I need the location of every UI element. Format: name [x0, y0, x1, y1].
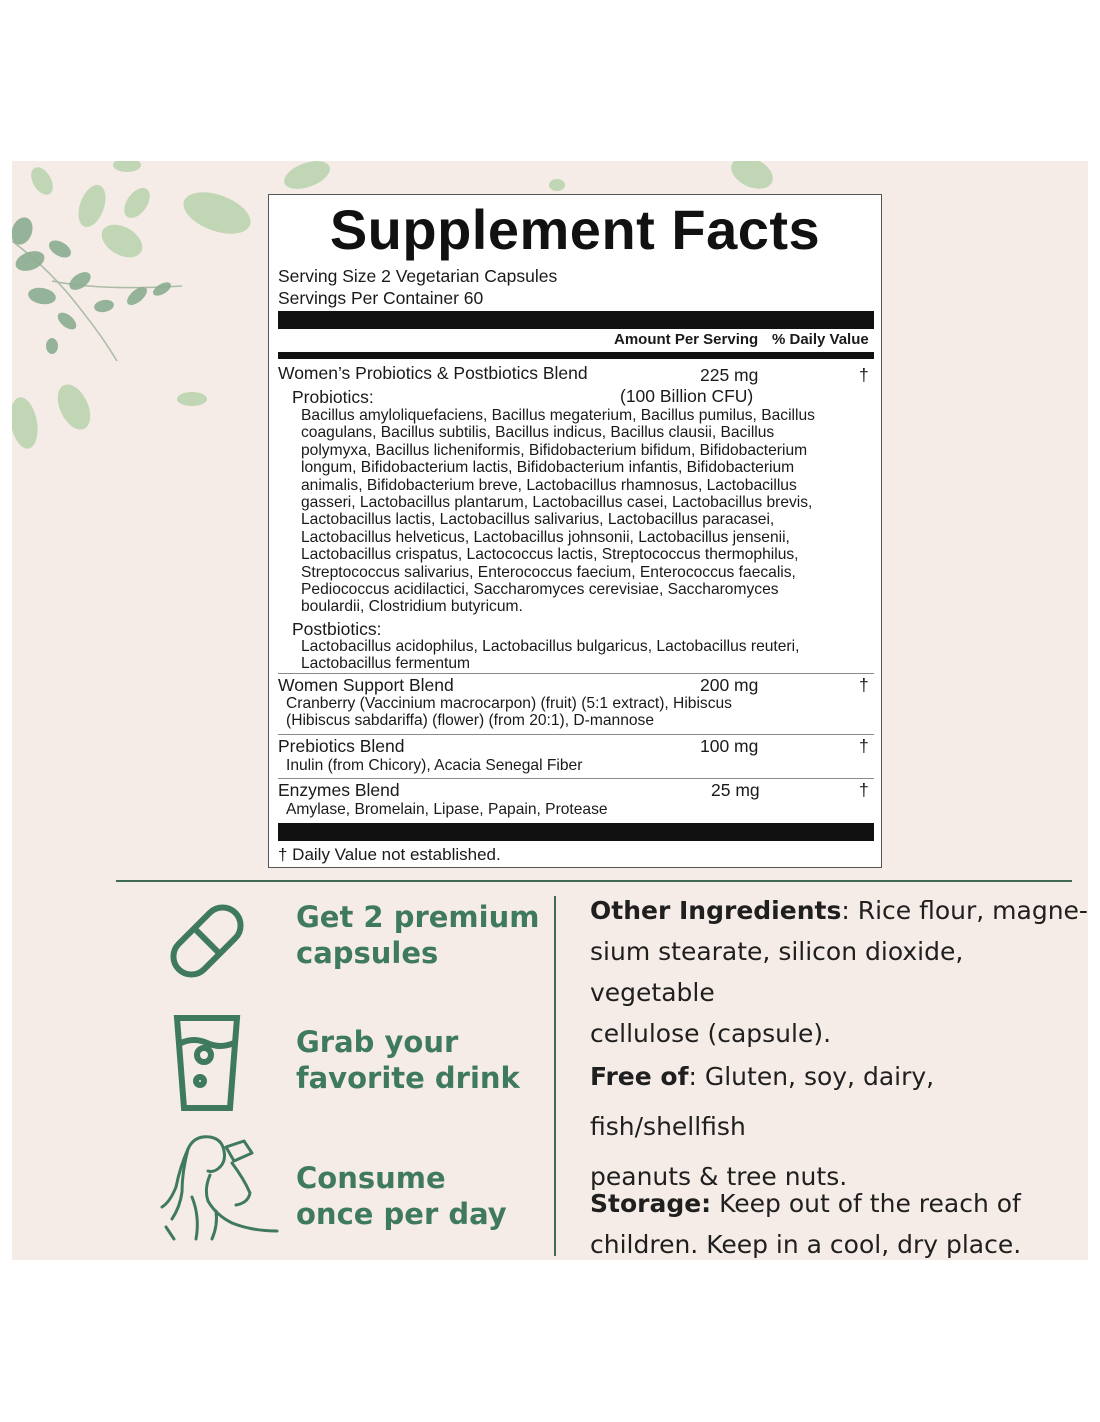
product-panel — [12, 161, 1088, 1260]
row-divider — [278, 673, 874, 674]
list-line: Bacillus amyloliquefaciens, Bacillus megaterium, Bacillus pumilus, Bacillus — [301, 407, 815, 424]
blend-dv: † — [859, 736, 869, 756]
blend-name: Women Support Blend — [278, 675, 454, 695]
step-get-capsules: Get 2 premium capsules — [296, 900, 540, 970]
list-line: Cranberry (Vaccinium macrocarpon) (fruit) (5:1 extract), Hibiscus — [286, 695, 732, 712]
footnote: † Daily Value not established. — [278, 845, 501, 864]
list-line: Streptococcus salivarius, Enterococcus faecium, Enterococcus faecalis, — [301, 563, 796, 581]
probiotics-label: Probiotics: — [292, 387, 374, 407]
column-divider — [554, 896, 556, 1256]
section-divider — [116, 880, 1072, 882]
blend-ingredients — [286, 801, 866, 818]
woman-drinking-icon — [152, 1127, 287, 1247]
blend-name: Women’s Probiotics & Postbiotics Blend — [278, 363, 588, 383]
blend-ingredients — [286, 695, 866, 730]
storage-label: Storage: — [590, 1189, 712, 1218]
list-line: polymyxa, Bacillus licheniformis, Bifidobacterium bifidum, Bifidobacterium — [301, 441, 808, 459]
glass-icon — [172, 1013, 242, 1113]
serving-size: Serving Size 2 Vegetarian Capsules — [278, 266, 558, 286]
facts-title: Supplement Facts — [329, 198, 821, 261]
step-consume-daily: Consume once per day — [296, 1161, 507, 1231]
list-line: gasseri, Lactobacillus plantarum, Lactobacillus casei, Lactobacillus brevis, — [301, 494, 813, 512]
other-ingredients-label: Other Ingredients — [590, 896, 842, 925]
list-line: Lactobacillus fermentum — [301, 655, 471, 673]
blend-dv: † — [859, 365, 869, 385]
list-line: Lactobacillus lactis, Lactobacillus salivarius, Lactobacillus paracasei, — [301, 511, 775, 529]
capsule-icon — [162, 896, 252, 986]
amount-per-serving-header: Amount Per Serving — [614, 331, 759, 348]
row-divider — [278, 778, 874, 779]
blend-name: Enzymes Blend — [278, 780, 400, 800]
list-line: Pediococcus acidilactici, Saccharomyces cerevisiae, Saccharomyces — [301, 581, 779, 599]
cfu-count: (100 Billion CFU) — [620, 386, 754, 406]
blend-dv: † — [859, 780, 869, 800]
row-divider — [278, 734, 874, 735]
list-line: longum, Bifidobacterium lactis, Bifidobacterium infantis, Bifidobacterium — [301, 459, 795, 477]
postbiotics-list — [301, 638, 879, 673]
list-line: (Hibiscus sabdariffa) (flower) (from 20:1), D-mannose — [286, 712, 655, 730]
daily-value-header: % Daily Value — [772, 331, 869, 348]
blend-amount: 100 mg — [700, 736, 759, 756]
blend-amount: 200 mg — [700, 675, 759, 695]
blend-amount: 225 mg — [700, 365, 759, 385]
list-line: Lactobacillus helveticus, Lactobacillus johnsonii, Lactobacillus jensenii, — [301, 528, 790, 546]
list-line: Lactobacillus crispatus, Lactococcus lactis, Streptococcus thermophilus, — [301, 546, 799, 564]
list-line: boulardii, Clostridium butyricum. — [301, 598, 523, 616]
thick-rule-top — [278, 311, 874, 329]
blend-name: Prebiotics Blend — [278, 736, 405, 756]
probiotics-list — [301, 407, 879, 616]
other-ingredients: Other Ingredients: Rice flour, magne- sium stearate, silicon dioxide, vegetable cellulose (capsule). — [590, 896, 1088, 1048]
step-grab-drink: Grab your favorite drink — [296, 1025, 520, 1095]
list-line: animalis, Bifidobacterium breve, Lactobacillus rhamnosus, Lactobacillus — [301, 476, 797, 494]
list-line: Inulin (from Chicory), Acacia Senegal Fiber — [286, 757, 583, 774]
blend-amount: 25 mg — [711, 780, 760, 800]
servings-per-container: Servings Per Container 60 — [278, 288, 484, 308]
medium-rule — [278, 352, 874, 359]
list-line: coagulans, Bacillus subtilis, Bacillus indicus, Bacillus clausii, Bacillus — [301, 424, 775, 442]
thick-rule-bottom — [278, 823, 874, 841]
blend-dv: † — [859, 675, 869, 695]
postbiotics-label: Postbiotics: — [292, 619, 382, 639]
free-of-label: Free of — [590, 1062, 689, 1091]
list-line: Amylase, Bromelain, Lipase, Papain, Protease — [286, 801, 608, 818]
list-line: Lactobacillus acidophilus, Lactobacillus bulgaricus, Lactobacillus reuteri, — [301, 638, 800, 655]
storage: Storage: Keep out of the reach of children. Keep in a cool, dry place. — [590, 1189, 1022, 1259]
supplement-facts-label — [268, 194, 882, 868]
free-of: Free of: Gluten, soy, dairy, fish/shellfish peanuts & tree nuts. — [590, 1062, 935, 1191]
blend-ingredients — [286, 757, 866, 774]
